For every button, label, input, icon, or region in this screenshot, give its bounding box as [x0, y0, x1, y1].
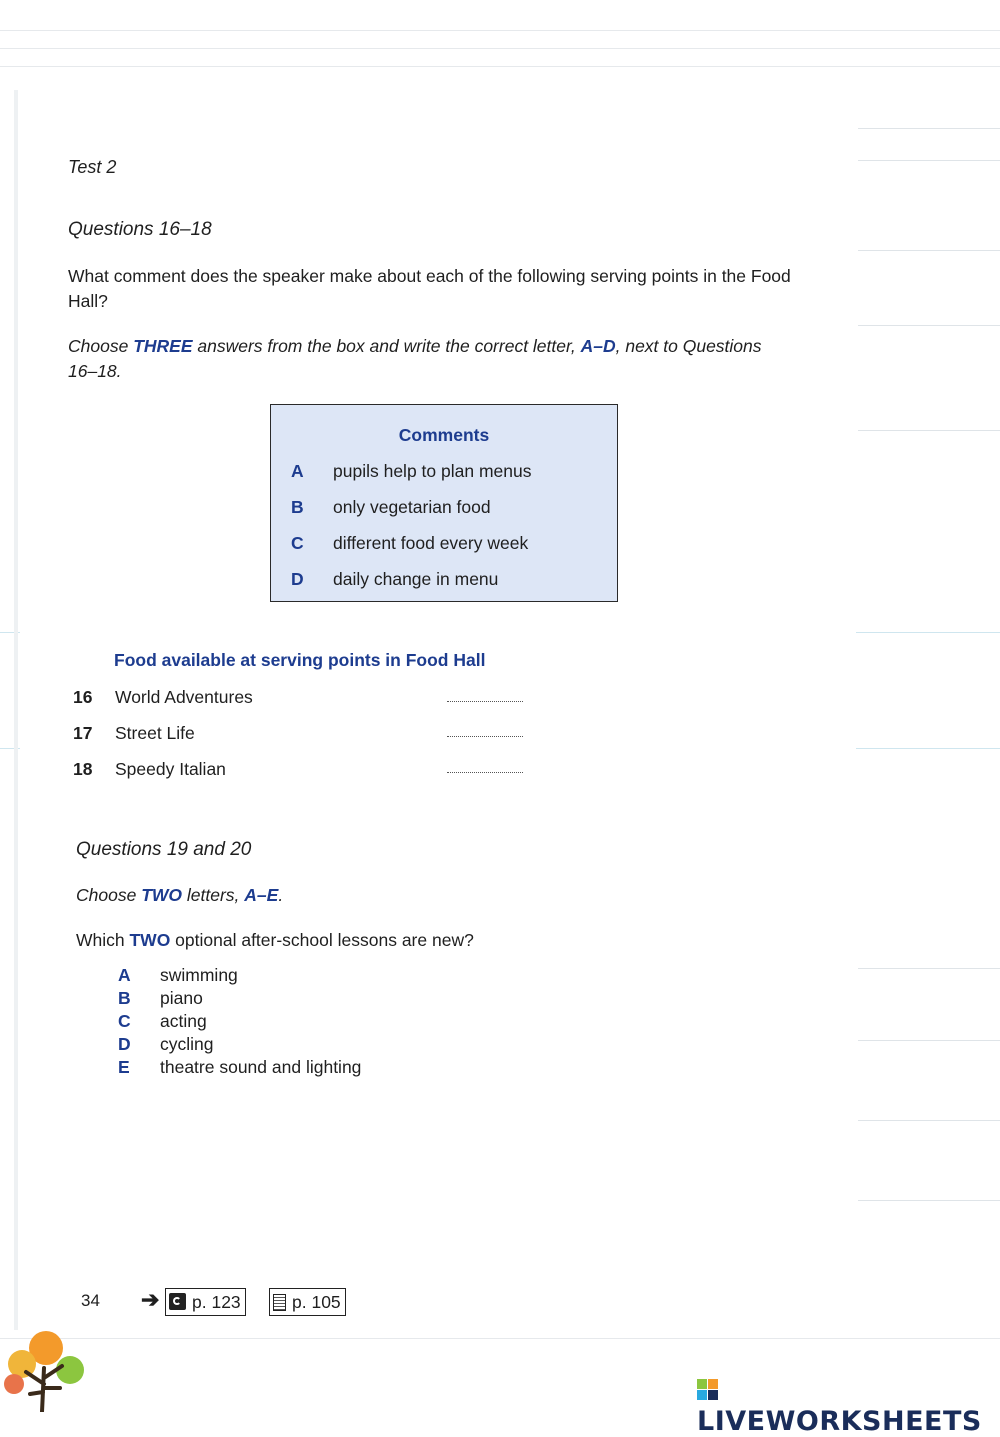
answer-blank-17[interactable] [447, 735, 523, 737]
bg-rule [858, 160, 1000, 161]
section1-heading: Questions 16–18 [68, 219, 212, 240]
bg-rule [0, 66, 1000, 67]
answer-blank-16[interactable] [447, 700, 523, 702]
option-letter: E [118, 1057, 130, 1077]
food-row-label: Street Life [115, 723, 195, 743]
comment-letter: B [291, 497, 304, 517]
option-item[interactable] [118, 1057, 361, 1078]
comments-box [270, 404, 618, 602]
bg-rule [0, 30, 1000, 31]
question-number: 17 [73, 723, 93, 743]
comment-item [291, 497, 491, 518]
answer-key-reference [269, 1288, 346, 1316]
test-label: Test 2 [68, 157, 117, 177]
option-item[interactable] [118, 988, 203, 1009]
section1-prompt: What comment does the speaker make about each of the following serving points in the Food Hall? [68, 266, 791, 311]
option-text: theatre sound and lighting [160, 1057, 362, 1077]
food-row-label: World Adventures [115, 687, 253, 707]
audio-script-page: p. 123 [192, 1292, 241, 1312]
option-letter: A [118, 965, 131, 985]
comment-letter: D [291, 569, 304, 589]
answer-key-icon [273, 1294, 286, 1311]
comment-text: pupils help to plan menus [333, 461, 532, 481]
question-number: 16 [73, 687, 93, 707]
comment-item [291, 569, 498, 590]
liveworksheets-mark-icon [697, 1379, 719, 1401]
liveworksheets-logo [697, 1375, 1000, 1437]
bg-rule [0, 1338, 1000, 1339]
section2-question: Which TWO optional after-school lessons are new? [76, 930, 474, 950]
option-letter: B [118, 988, 131, 1008]
option-item[interactable] [118, 965, 238, 986]
comment-text: daily change in menu [333, 569, 499, 589]
option-letter: D [118, 1034, 131, 1054]
bg-rule [858, 430, 1000, 431]
section1-instruction: Choose THREE answers from the box and write the correct letter, A–D, next to Questions 16–18. [68, 336, 762, 381]
food-row-label: Speedy Italian [115, 759, 226, 779]
page-number: 34 [81, 1291, 100, 1310]
comment-letter: C [291, 533, 304, 553]
option-letter: C [118, 1011, 131, 1031]
bg-rule [858, 250, 1000, 251]
section2-heading: Questions 19 and 20 [76, 839, 252, 860]
food-row [73, 723, 195, 744]
comment-item [291, 533, 528, 554]
option-text: acting [160, 1011, 207, 1031]
bg-rule [858, 128, 1000, 129]
food-row [73, 687, 253, 708]
section2-instruction: Choose TWO letters, A–E. [76, 885, 284, 905]
answer-blank-18[interactable] [447, 771, 523, 773]
option-text: piano [160, 988, 203, 1008]
food-row [73, 759, 226, 780]
audio-script-icon [169, 1293, 186, 1310]
option-text: swimming [160, 965, 238, 985]
option-text: cycling [160, 1034, 214, 1054]
question-number: 18 [73, 759, 93, 779]
arrow-right-icon: ➔ [141, 1287, 160, 1312]
liveworksheets-text: LIVEWORKSHEETS [697, 1406, 982, 1437]
option-item[interactable] [118, 1011, 207, 1032]
answer-key-page: p. 105 [292, 1292, 341, 1312]
audio-script-reference [165, 1288, 246, 1316]
option-item[interactable] [118, 1034, 214, 1055]
comment-letter: A [291, 461, 304, 481]
bg-rule [858, 325, 1000, 326]
food-table-title: Food available at serving points in Food Hall [114, 650, 486, 670]
page-edge [14, 90, 18, 1330]
comments-title: Comments [398, 425, 490, 445]
bg-rule [858, 1200, 1000, 1201]
tree-logo-icon [0, 1328, 92, 1412]
comment-text: only vegetarian food [333, 497, 491, 517]
bg-rule [0, 48, 1000, 49]
comment-text: different food every week [333, 533, 529, 553]
comment-item [291, 461, 531, 482]
bg-rule [858, 968, 1000, 969]
bg-rule [858, 1040, 1000, 1041]
bg-rule [858, 1120, 1000, 1121]
